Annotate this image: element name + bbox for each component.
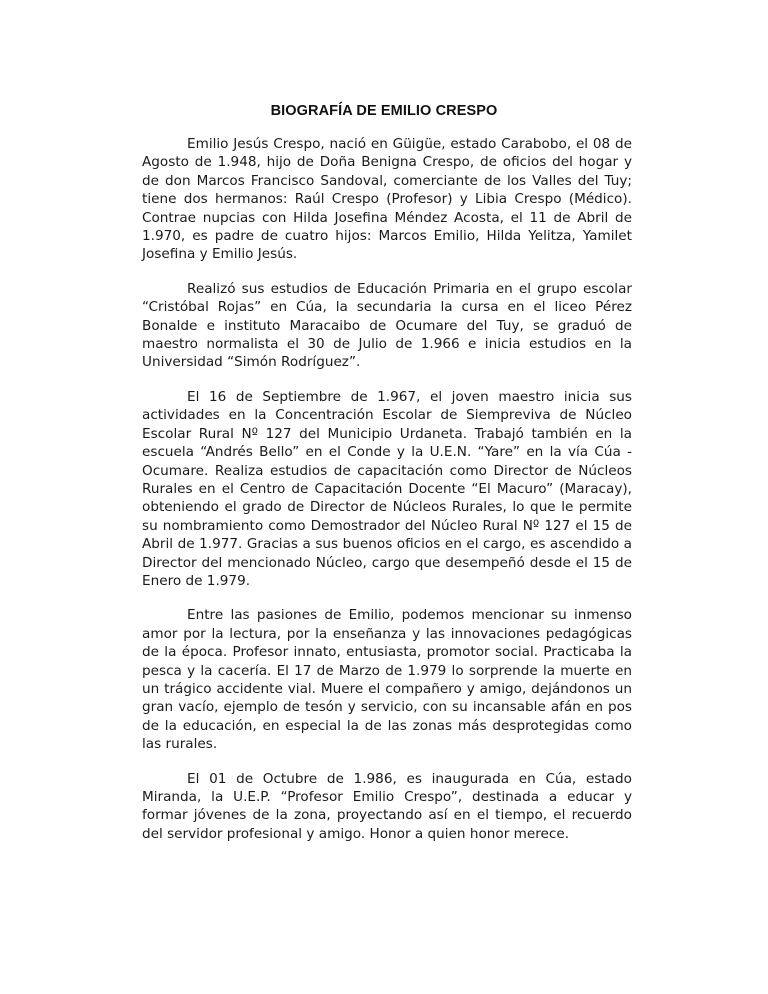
document-title: BIOGRAFÍA DE EMILIO CRESPO <box>270 103 498 119</box>
paragraph-passions: Entre las pasiones de Emilio, podemos mencionar su inmenso amor por la lectura, por la enseñanza y las innovaciones pedagógicas de la época. Profesor innato, entusiasta, promotor social. Practicaba la pesca y la cacería. El 17 de Marzo de 1.979 lo sorprende la muerte en un trágico accidente vial. Muere el compañero y amigo, dejándonos un gran vacío, ejemplo de tesón y servicio, con su incansable afán en pos de la educación, en especial la de las zonas más desprotegidas como las rurales. <box>142 607 632 753</box>
paragraph-career: El 16 de Septiembre de 1.967, el joven maestro inicia sus actividades en la Concentración Escolar de Siempreviva de Núcleo Escolar Rural Nº 127 del Municipio Urdaneta. Trabajó también en la escuela “Andrés Bello” en el Conde y la U.E.N. “Yare” en la vía Cúa - Ocumare. Realiza estudios de capacitación como Director de Núcleos Rurales en el Centro de Capacitación Docente “El Macuro” (Maracay), obteniendo el grado de Director de Núcleos Rurales, lo que le permite su nombramiento como Demostrador del Núcleo Rural Nº 127 el 15 de Abril de 1.977. Gracias a sus buenos oficios en el cargo, es ascendido a Director del mencionado Núcleo, cargo que desempeñó desde el 15 de Enero de 1.979. <box>142 388 632 589</box>
document-body <box>142 135 632 859</box>
paragraph-family: Emilio Jesús Crespo, nació en Güigüe, estado Carabobo, el 08 de Agosto de 1.948, hijo de Doña Benigna Crespo, de oficios del hogar y de don Marcos Francisco Sandoval, comerciante de los Valles del Tuy; tiene dos hermanos: Raúl Crespo (Profesor) y Libia Crespo (Médico). Contrae nupcias con Hilda Josefina Méndez Acosta, el 11 de Abril de 1.970, es padre de cuatro hijos: Marcos Emilio, Hilda Yelitza, Yamilet Josefina y Emilio Jesús. <box>142 136 632 263</box>
paragraph-legacy: El 01 de Octubre de 1.986, es inaugurada en Cúa, estado Miranda, la U.E.P. “Profesor Emilio Crespo”, destinada a educar y formar jóvenes de la zona, proyectando así en el tiempo, el recuerdo del servidor profesional y amigo. Honor a quien honor merece. <box>142 770 632 842</box>
paragraph-education: Realizó sus estudios de Educación Primaria en el grupo escolar “Cristóbal Rojas” en Cúa, la secundaria la cursa en el liceo Pérez Bonalde e instituto Maracaibo de Ocumare del Tuy, se graduó de maestro normalista el 30 de Julio de 1.966 e inicia estudios en la Universidad “Simón Rodríguez”. <box>142 280 632 371</box>
